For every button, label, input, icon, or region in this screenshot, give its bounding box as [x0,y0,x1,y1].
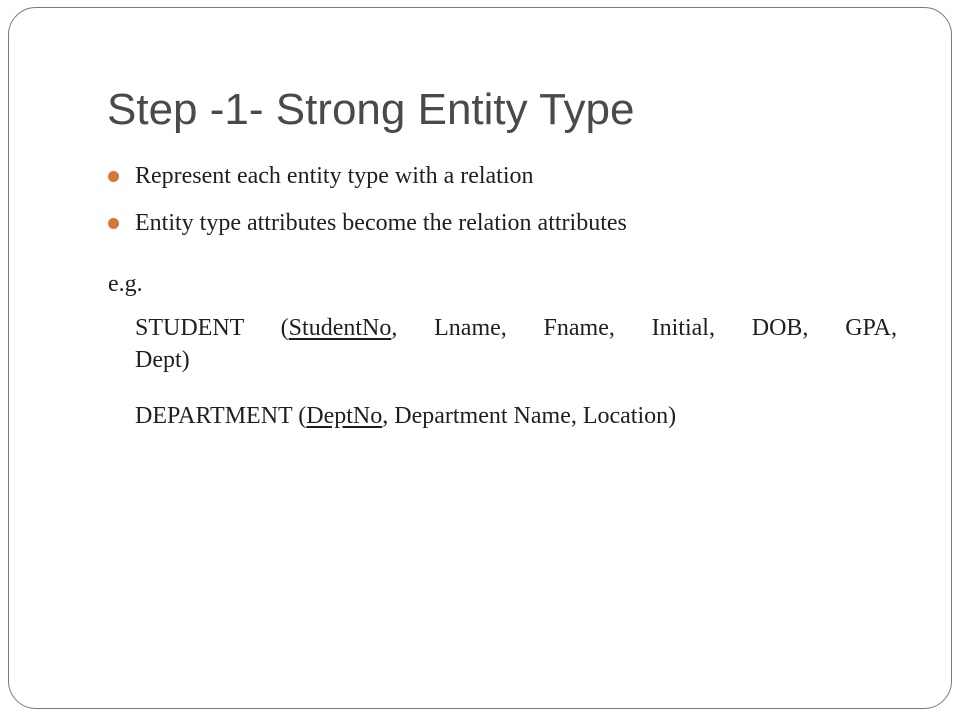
open-paren: ( [298,403,307,429]
department-relation [135,400,897,432]
bullet-dot-icon [108,171,119,182]
open-paren: ( [280,315,289,341]
bullet-text: Entity type attributes become the relation attributes [135,210,627,236]
relation-attributes: , Lname, Fname, Initial, DOB, GPA, [391,315,897,341]
primary-key: StudentNo [288,315,392,341]
student-relation-line-1 [135,312,897,344]
bullet-dot-icon [108,218,119,229]
bullet-list [107,160,627,254]
relation-attributes: , Department Name, Location) [382,403,677,429]
student-relation-line-2: Dept) [135,347,190,373]
bullet-item [107,207,627,239]
slide-title: Step -1- Strong Entity Type [107,85,635,134]
relation-name: DEPARTMENT [135,403,293,429]
student-relation [135,312,897,376]
example-label: e.g. [108,271,143,297]
primary-key: DeptNo [306,403,383,429]
bullet-text: Represent each entity type with a relation [135,163,534,189]
relation-name: STUDENT [135,315,244,341]
bullet-item [107,160,627,192]
